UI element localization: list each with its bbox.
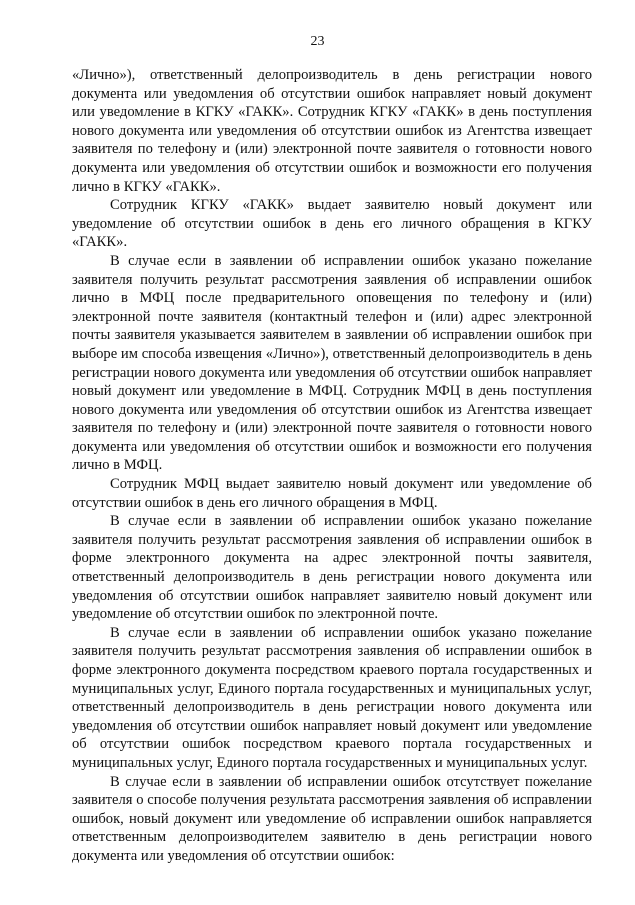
- page-number: 23: [310, 34, 325, 49]
- paragraph-3: В случае если в заявлении об исправлении ошибок указано пожелание заявителя получить результат рассмотрения заявления об исправлении ошибок лично в МФЦ после предварительного оповещения по телефону и (или) электронной почте заявителя (контактный телефон и (или) адрес электронной почты заявителя указывается заявителем в заявлении об исправлении ошибок при выборе им способа извещения «Лично»), ответственный делопроизводитель в день регистрации нового документа или уведомления об отсутствии ошибок направляет новый документ или уведомление в МФЦ. Сотрудник МФЦ в день поступления нового документа или уведомления об отсутствии ошибок из Агентства извещает заявителя по телефону и (или) электронной почте заявителя о готовности нового документа или уведомления об отсутствии ошибок и возможности его получения лично в МФЦ.: [72, 252, 592, 474]
- paragraph-5: В случае если в заявлении об исправлении ошибок указано пожелание заявителя получить результат рассмотрения заявления об исправлении ошибок в форме электронного документа на адрес электронной почты заявителя, ответственный делопроизводитель в день регистрации нового документа или уведомления об отсутствии ошибок направляет заявителю новый документ или уведомление об отсутствии ошибок по электронной почте.: [72, 513, 592, 623]
- paragraph-2: Сотрудник КГКУ «ГАКК» выдает заявителю новый документ или уведомление об отсутствии ошибок в день его личного обращения в КГКУ «ГАКК».: [72, 197, 592, 251]
- paragraph-7: В случае если в заявлении об исправлении ошибок отсутствует пожелание заявителя о способе получения результата рассмотрения заявления об исправлении ошибок, новый документ или уведомление об исправлении ошибок направляется ответственным делопроизводителем заявителю в день регистрации нового документа или уведомления об отсутствии ошибок:: [72, 773, 592, 864]
- paragraph-4: Сотрудник МФЦ выдает заявителю новый документ или уведомление об отсутствии ошибок в день его личного обращения в МФЦ.: [72, 476, 592, 511]
- document-body: [72, 66, 592, 866]
- paragraph-1: «Лично»), ответственный делопроизводитель в день регистрации нового документа или уведомления об отсутствии ошибок направляет новый документ или уведомление в КГКУ «ГАКК». Сотрудник КГКУ «ГАКК» в день поступления нового документа или уведомления об отсутствии ошибок из Агентства извещает заявителя по телефону и (или) электронной почте заявителя о готовности нового документа или уведомления об отсутствии ошибок и возможности его получения лично в КГКУ «ГАКК».: [72, 67, 592, 195]
- paragraph-6: В случае если в заявлении об исправлении ошибок указано пожелание заявителя получить результат рассмотрения заявления об исправлении ошибок в форме электронного документа посредством краевого портала государственных и муниципальных услуг, Единого портала государственных и муниципальных услуг, ответственный делопроизводитель в день регистрации нового документа или уведомления об отсутствии ошибок направляет новый документ или уведомление об отсутствии ошибок посредством краевого портала государственных и муниципальных услуг, Единого портала государственных и муниципальных услуг.: [72, 624, 592, 771]
